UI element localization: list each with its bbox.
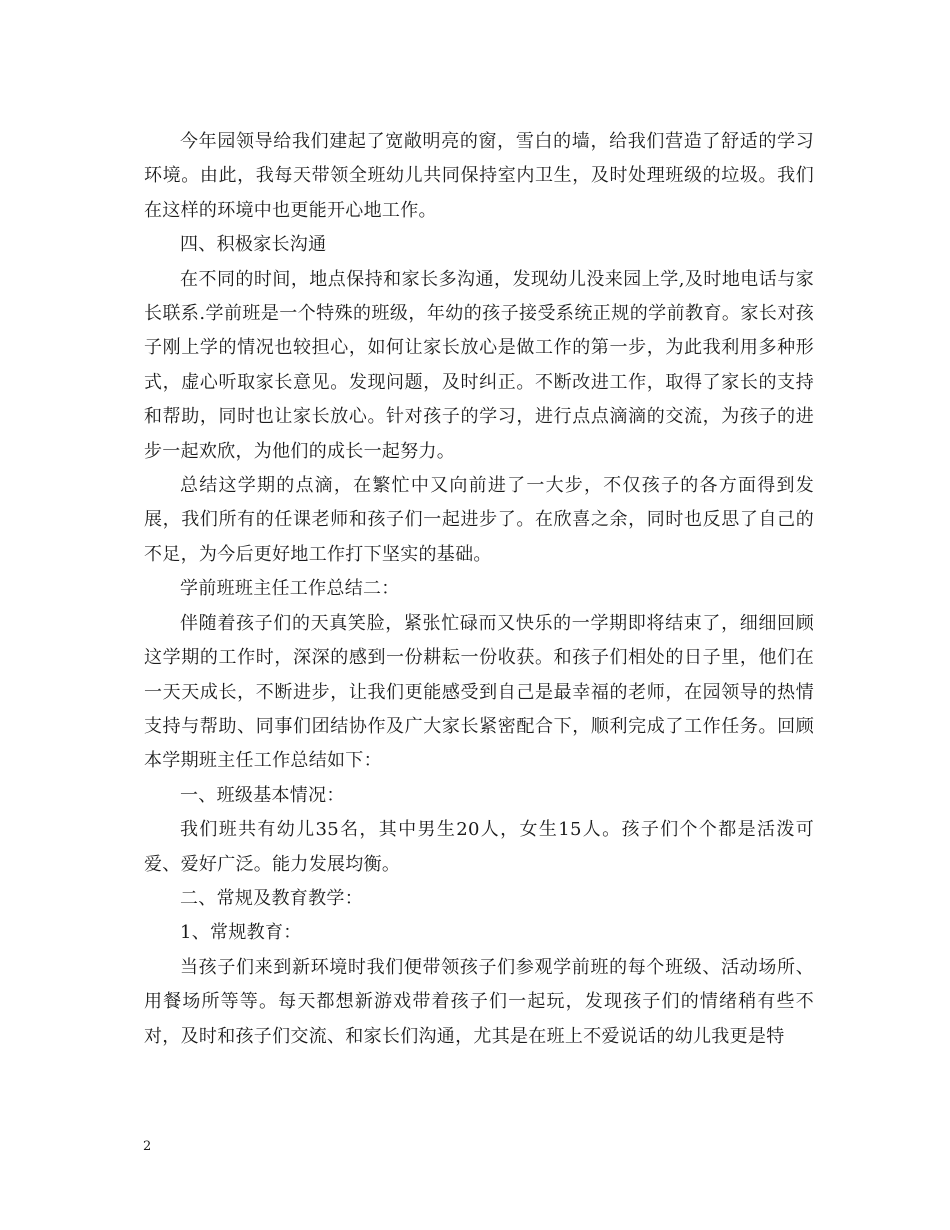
heading-routine-education: 1、常规教育：	[180, 922, 302, 944]
page-number: 2	[143, 1139, 152, 1154]
body-text	[144, 125, 814, 1054]
paragraph-parent-communication: 在不同的时间，地点保持和家长多沟通，发现幼儿没来园上学,及时地电话与家长联系.学前班是一个特殊的班级，年幼的孩子接受系统正规的学前教育。家长对孩子刚上学的情况也较担心，如何让家长放心是做工作的第一步，为此我利用多种形式，虚心听取家长意见。发现问题，及时纠正。不断改进工作，取得了家长的支持和帮助，同时也让家长放心。针对孩子的学习，进行点点滴滴的交流，为孩子的进步一起欢欣，为他们的成长一起努力。	[144, 268, 814, 462]
heading-class-basics: 一、班级基本情况：	[180, 784, 345, 806]
paragraph-intro-two: 伴随着孩子们的天真笑脸，紧张忙碌而又快乐的一学期即将结束了，细细回顾这学期的工作时，深深的感到一份耕耘一份收获。和孩子们相处的日子里，他们在一天天成长，不断进步，让我们更能感受到自己是最幸福的老师，在园领导的热情支持与帮助、同事们团结协作及广大家长紧密配合下，顺利完成了工作任务。回顾本学期班主任工作总结如下：	[144, 612, 814, 772]
heading-routine-teaching: 二、常规及教育教学：	[180, 887, 363, 909]
heading-parent-communication: 四、积极家长沟通	[180, 234, 327, 256]
paragraph-class-basics: 我们班共有幼儿35名，其中男生20人，女生15人。孩子们个个都是活泼可爱、爱好广泛。能力发展均衡。	[144, 819, 814, 875]
heading-summary-two: 学前班班主任工作总结二：	[180, 578, 400, 600]
paragraph-routine-education: 当孩子们来到新环境时我们便带领孩子们参观学前班的每个班级、活动场所、用餐场所等等。每天都想新游戏带着孩子们一起玩，发现孩子们的情绪稍有些不对，及时和孩子们交流、和家长们沟通，尤其是在班上不爱说话的幼儿我更是特	[144, 956, 814, 1047]
paragraph-semester-summary: 总结这学期的点滴，在繁忙中又向前进了一大步，不仅孩子的各方面得到发展，我们所有的任课老师和孩子们一起进步了。在欣喜之余，同时也反思了自己的不足，为今后更好地工作打下坚实的基础。	[144, 475, 814, 565]
paragraph-environment: 今年园领导给我们建起了宽敞明亮的窗，雪白的墙，给我们营造了舒适的学习环境。由此，我每天带领全班幼儿共同保持室内卫生，及时处理班级的垃圾。我们在这样的环境中也更能开心地工作。	[144, 131, 814, 221]
